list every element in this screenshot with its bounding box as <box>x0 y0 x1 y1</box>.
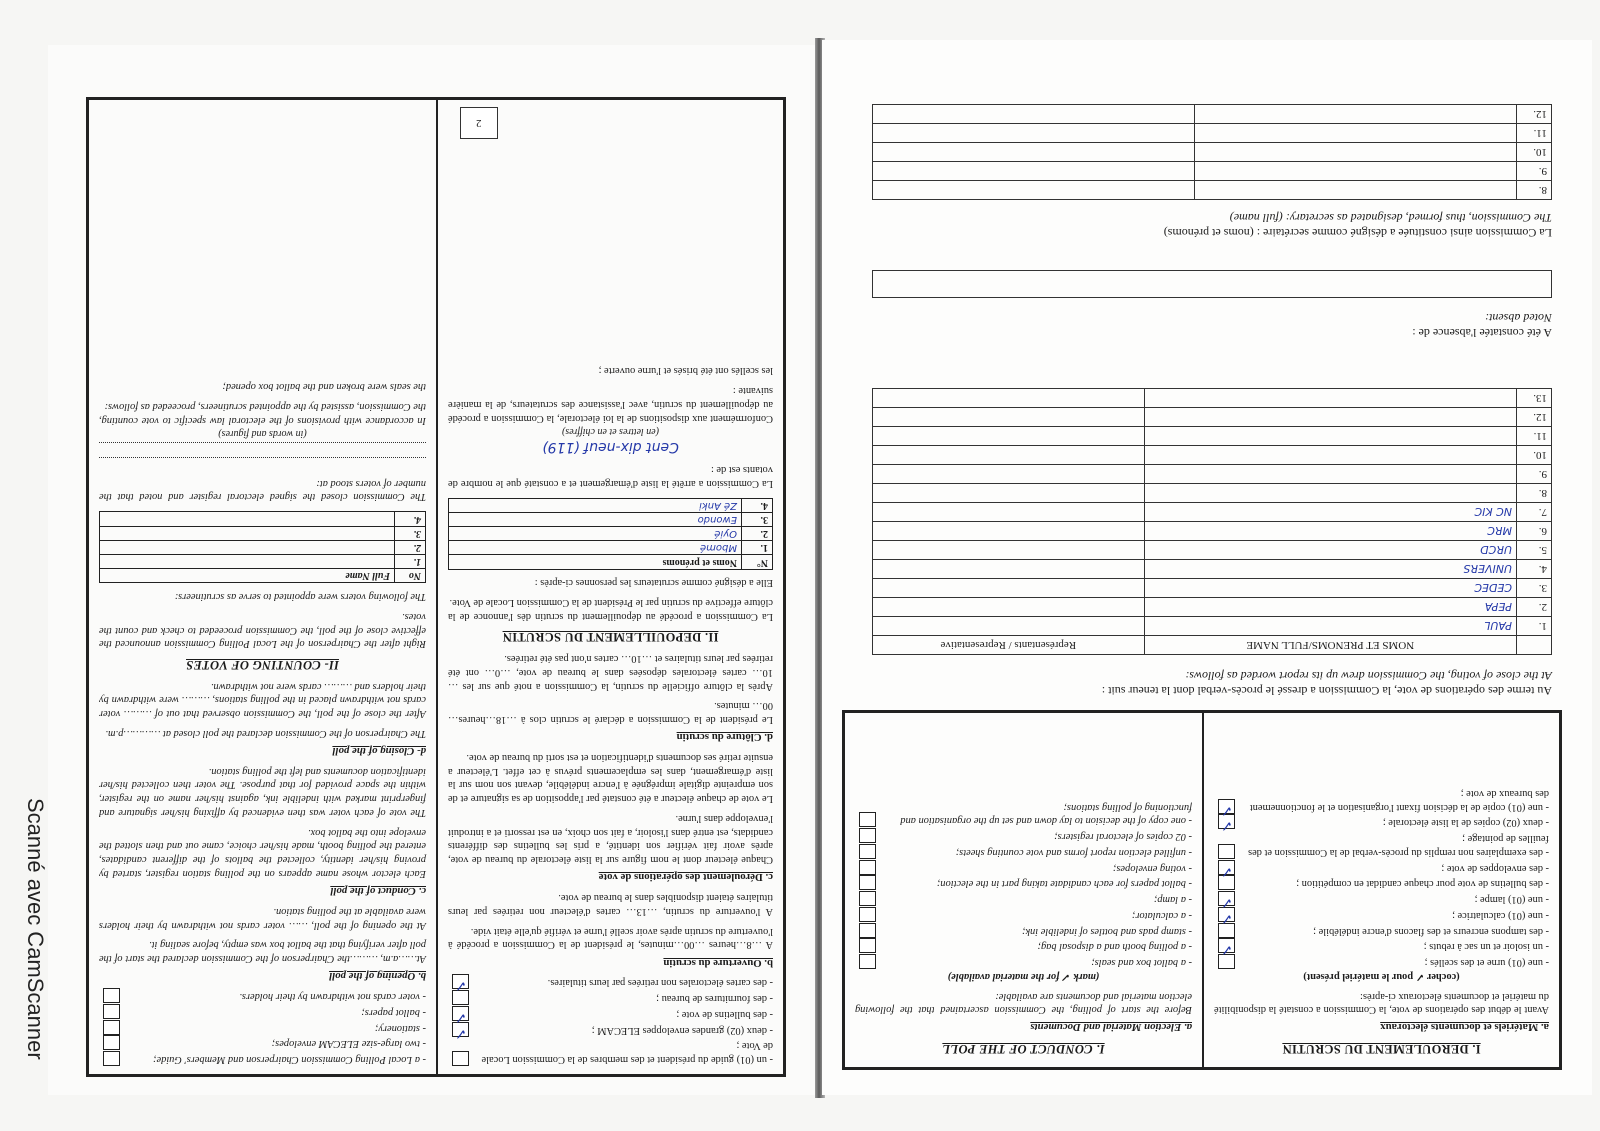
checkbox[interactable] <box>859 844 876 859</box>
representative-party <box>873 389 1145 408</box>
material-item <box>1214 955 1549 969</box>
material-item-label: une (01) urne et des scellés ; <box>1424 957 1543 969</box>
material-item-label: une (01) lampe ; <box>1474 894 1543 906</box>
en-conduct-p1: Each elector whose name appears on the polling station register, started by proving his/her identity, collected the ballots of the different candidates, entered the polling booth, made his/her choice, came out and then slotted the envelope into the ballot box. <box>99 826 426 879</box>
fr-counting-p1: La Commission a procédé au dépouillement du scrutin dès l'annonce de la clôture effective du scrutin par le Président de la Commission Locale de Vote. <box>448 597 773 622</box>
member-row <box>873 143 1552 162</box>
material-item <box>448 1007 773 1021</box>
en-counting-p3: The Commission closed the signed electoral register and noted that the number of voters stood at: <box>99 477 426 503</box>
fr-closing-p2: Après la clôture officielle du scrutin, la Commission a noté que sur les …10… cartes électorales déposées dans le bureau de vote, …0… ont été retirées par leurs titulaires et …10… cartes n'ont pas été retirées. <box>448 653 773 692</box>
material-item <box>855 829 1192 843</box>
representative-name <box>1144 408 1516 427</box>
checkbox[interactable] <box>1218 891 1235 906</box>
scrutineer-row <box>449 541 773 555</box>
material-item <box>855 940 1192 954</box>
member-extra <box>873 181 1195 200</box>
material-item-label: voting envelopes; <box>1112 862 1186 874</box>
fr-voters-handwritten: Cent dix-neuf (119) <box>542 439 679 456</box>
scrutineer-name <box>100 540 395 554</box>
representative-number: 3. <box>1517 579 1552 598</box>
material-item <box>1214 877 1549 891</box>
representative-row <box>873 427 1552 446</box>
representative-party <box>873 560 1145 579</box>
fr-scrut-head-name: Noms et prénoms <box>449 555 742 569</box>
member-number: 10. <box>1517 143 1552 162</box>
fr-closing-title: d. Clôture du scrutin <box>676 731 773 744</box>
en-opening-p1: At……a.m, ………the Chairperson of the Commission declared the start of the poll after verifying that the ballot box was empty, before sealing it. <box>99 939 426 965</box>
material-item <box>99 1005 426 1019</box>
en-scrut-head-name: Full Name <box>100 569 395 583</box>
scrutineer-name <box>100 526 395 540</box>
representative-name: CEDEC <box>1144 579 1516 598</box>
rep-head-name: NOMS ET PRENOMS/FULL NAME <box>1144 636 1516 655</box>
material-item-label: one copy of the decision to lay down and set up the organisation and functioning of polling stations; <box>900 801 1192 827</box>
representative-row <box>873 522 1552 541</box>
representative-name <box>1144 465 1516 484</box>
en-conduct-p2: The vote of each voter was then evidenced by affixing his/her signature and fingerprint marked with indelible ink, against his/her name on the register, within the space provided for that purpose. The voter then collected his/her identification documents and left the polling station. <box>99 765 426 818</box>
scrutineer-row <box>449 512 773 526</box>
fr-closing-p1: Le président de la Commission a déclaré le scrutin clos à …18…heures…00… minutes. <box>448 700 773 726</box>
checkbox[interactable] <box>103 1020 120 1035</box>
checkbox[interactable] <box>859 860 876 875</box>
material-item <box>855 955 1192 969</box>
material-item-label: des enveloppes de vote ; <box>1441 862 1543 874</box>
representative-row <box>873 560 1552 579</box>
en-counting-p4: In accordance with provisions of the electoral law specific to vote counting, the Commission, assisted by the appointed scrutineers, proceeded as follows: <box>99 401 426 426</box>
checkbox[interactable] <box>103 1051 120 1066</box>
representative-number: 12. <box>1517 408 1552 427</box>
en-closing-p1: The Chairperson of the Commission declared the poll closed at …………p.m. <box>105 727 426 739</box>
rp-fr-subtitle: a. Matériels et documents électoraux <box>1380 1021 1549 1034</box>
representative-party <box>873 598 1145 617</box>
material-item-label: ballot papers; <box>361 1006 420 1018</box>
material-item <box>448 1023 773 1037</box>
representative-number: 13. <box>1517 389 1552 408</box>
rp-en-list <box>855 800 1192 969</box>
member-extra <box>873 162 1195 181</box>
en-counting-p2: The following voters were appointed to serve as scrutineers: <box>174 591 426 603</box>
member-number: 11. <box>1517 124 1552 143</box>
material-item-label: stamp pads and bottles of indelible ink; <box>1022 925 1186 937</box>
checkbox[interactable] <box>859 812 876 827</box>
checkbox[interactable] <box>859 923 876 938</box>
right-section-frame <box>842 710 1562 1070</box>
material-item-label: des exemplaires non remplis du procès-verbal de la Commission et des feuilles de pointage ; <box>1248 833 1549 858</box>
representative-party <box>873 522 1145 541</box>
member-name <box>1195 143 1517 162</box>
checkbox[interactable] <box>859 828 876 843</box>
material-item <box>448 991 773 1005</box>
scrutineer-number: 4. <box>395 512 426 526</box>
checkbox[interactable] <box>103 988 120 1003</box>
material-item <box>855 861 1192 875</box>
secretary-block <box>872 104 1552 240</box>
representative-party <box>873 446 1145 465</box>
fr-voters-caption: (en lettres et en chiffres) <box>562 425 660 437</box>
right-page <box>822 40 1592 1095</box>
representative-name <box>1144 389 1516 408</box>
checkbox[interactable] <box>452 1006 469 1021</box>
right-page-content <box>842 60 1562 1070</box>
rp-en-title: I. CONDUCT OF THE POLL <box>942 1042 1105 1056</box>
material-item <box>855 877 1192 891</box>
secretary-en: The Commission, thus formed, designated as secretary: (full name) <box>1229 211 1552 225</box>
member-extra <box>873 124 1195 143</box>
rp-en-note: (mark ✓ for the material available) <box>947 970 1100 982</box>
checkbox[interactable] <box>1218 799 1235 814</box>
representative-party <box>873 541 1145 560</box>
representative-party <box>873 484 1145 503</box>
fr-counting-p3: La Commission a arrêté la liste d'émargement et a constaté que le nombre de votants est de : <box>448 463 773 489</box>
member-number: 8. <box>1517 181 1552 200</box>
closing-fr: Au terme des opérations de vote, la Commission a dressé le procès-verbal dont la teneur suit : <box>1101 684 1552 698</box>
fr-material-list <box>448 976 773 1066</box>
scrutineer-number: 1. <box>742 541 773 555</box>
representative-name: PAUL <box>1144 617 1516 636</box>
fr-conduct-p1: Chaque électeur dont le nom figure sur la liste électorale du bureau de vote, après avoir fait vérifier son identité, a pris les bulletins des différents candidats, est entré dans l'isoloir, a fait son choix, en est ressorti et a introduit l'enveloppe dans l'urne. <box>448 812 773 866</box>
representative-row <box>873 446 1552 465</box>
checkbox[interactable] <box>859 891 876 906</box>
material-item-label: des cartes électorales non retirées par leurs titulaires. <box>547 977 767 989</box>
material-item-label: une (01) calculatrice ; <box>1452 909 1543 921</box>
material-item <box>1214 831 1549 858</box>
en-conduct-title: c. Conduct of the poll <box>330 885 426 898</box>
material-item-label: des bulletins de vote pour chaque candidat en compétition ; <box>1296 878 1543 890</box>
checkbox[interactable] <box>1218 938 1235 953</box>
material-item <box>99 989 426 1003</box>
material-item <box>855 845 1192 859</box>
material-item <box>855 800 1192 827</box>
material-item <box>855 892 1192 906</box>
material-item-label: a Local Polling Commission Chairperson and Members' Guide; <box>153 1054 420 1065</box>
rp-fr-list <box>1214 786 1549 969</box>
fr-opening-p2: A l'ouverture du scrutin, …13… cartes d'électeur non retirées par leurs titulaires étaient disponibles dans le bureau de vote. <box>448 892 773 917</box>
representative-name: MRC <box>1144 522 1516 541</box>
scrutineer-name <box>100 512 395 526</box>
member-name <box>1195 181 1517 200</box>
rp-en-column <box>845 713 1202 1067</box>
representative-party <box>873 503 1145 522</box>
left-page-frame <box>86 97 786 1077</box>
material-item-label: deux (02) copies de la liste électorale ; <box>1382 817 1543 829</box>
scrutineer-row <box>100 526 426 540</box>
scrutineer-row <box>100 512 426 526</box>
scrutineer-name: Ewondo <box>449 512 742 526</box>
checkbox[interactable] <box>859 938 876 953</box>
material-item <box>99 1052 426 1066</box>
representative-name <box>1144 427 1516 446</box>
absence-en: Noted absent: <box>1485 311 1552 325</box>
fr-opening-title: b. Ouverture du scrutin <box>663 956 773 969</box>
representative-name: NC KIC <box>1144 503 1516 522</box>
material-item <box>1214 816 1549 830</box>
en-counting-p1: Right after the Chairperson of the Local Polling Commission announced the effective close of the poll, the Commission proceeded to check and count the votes. <box>99 610 426 650</box>
representative-number: 1. <box>1517 617 1552 636</box>
material-item-label: une (01) copie de la décision fixant l'organisation et le fonctionnement des bureaux de vote ; <box>1249 787 1549 813</box>
material-item-label: a polling booth and a disposal bag; <box>1037 941 1186 953</box>
checkbox[interactable] <box>452 974 469 989</box>
members-table <box>872 104 1552 200</box>
material-item-label: des tampons encreurs et des flacons d'encre indélébile ; <box>1313 925 1543 937</box>
material-item <box>1214 908 1549 922</box>
page-number-text: 2 <box>476 117 482 129</box>
absence-box <box>872 270 1552 298</box>
en-voters-caption: (in words and figures) <box>218 427 307 439</box>
rp-en-intro: Before the start of polling, the Commission ascertained that the following election material and documents are available: <box>855 990 1192 1016</box>
checkbox[interactable] <box>103 1035 120 1050</box>
fr-counting-p4: Conformément aux dispositions de la loi électorale, la Commission a procédé au dépouillement du scrutin, avec l'assistance des scrutateurs, de la manière suivante : <box>448 385 773 424</box>
representative-row <box>873 617 1552 636</box>
en-scrut-head-no: No <box>395 569 426 583</box>
representative-party <box>873 427 1145 446</box>
scrutineer-name: Oyié <box>449 527 742 541</box>
scrutineer-number: 4. <box>742 498 773 512</box>
checkbox[interactable] <box>859 954 876 969</box>
representative-number: 8. <box>1517 484 1552 503</box>
member-row <box>873 105 1552 124</box>
representative-row <box>873 579 1552 598</box>
scrutineer-row <box>449 498 773 512</box>
closing-text <box>852 668 1552 698</box>
material-item-label: deux (02) grandes enveloppes ELECAM ; <box>591 1024 767 1036</box>
scrutineer-number: 2. <box>742 527 773 541</box>
absence-fr: A été constatée l'absence de : <box>1412 326 1552 340</box>
en-opening-title: b. Opening of the poll <box>329 970 426 983</box>
representative-number: 5. <box>1517 541 1552 560</box>
representative-number: 4. <box>1517 560 1552 579</box>
fr-scrutineers-table <box>448 498 773 570</box>
en-closing-title: d- Closing of the poll <box>332 745 426 758</box>
representative-number: 11. <box>1517 427 1552 446</box>
representative-party <box>873 408 1145 427</box>
scrutineer-row <box>449 527 773 541</box>
fr-conduct-title: c. Déroulement des opérations de vote <box>598 871 773 884</box>
representative-number: 2. <box>1517 598 1552 617</box>
representative-name: UNIVERS <box>1144 560 1516 579</box>
scrutineer-name: Mbomé <box>449 541 742 555</box>
representative-party <box>873 617 1145 636</box>
scrutineer-number: 3. <box>395 526 426 540</box>
rp-fr-intro: Avant le début des opérations de vote, la Commission a constaté la disponibilité du matériel et documents électoraux ci-après: <box>1214 990 1549 1016</box>
representative-name: PEPA <box>1144 598 1516 617</box>
en-material-list <box>99 989 426 1066</box>
material-item <box>1214 892 1549 906</box>
fr-counting-p5: les scellés ont été brisés et l'urne ouverte ; <box>598 365 773 377</box>
representative-row <box>873 465 1552 484</box>
material-item-label: un isoloir et un sac à rebuts ; <box>1423 941 1543 953</box>
en-voters-line-2 <box>99 442 426 455</box>
representative-number: 7. <box>1517 503 1552 522</box>
representative-row <box>873 484 1552 503</box>
member-extra <box>873 143 1195 162</box>
material-item <box>855 924 1192 938</box>
representative-row <box>873 408 1552 427</box>
en-voters-line <box>99 457 426 470</box>
material-item-label: des bulletins de vote ; <box>676 1008 767 1020</box>
member-row <box>873 181 1552 200</box>
material-item-label: des fournitures de bureau ; <box>656 993 767 1005</box>
material-item-label: ballot papers for each candidate taking part in the election; <box>936 878 1186 890</box>
rep-head-blank <box>1517 636 1552 655</box>
en-counting-title: II- COUNTING OF VOTES <box>186 657 339 672</box>
material-item-label: a lamp; <box>1153 894 1186 906</box>
fr-conduct-p2: Le vote de chaque électeur a été constaté par l'apposition de sa signature et de son empreinte digitale imprégnée à l'encre indélébile, devant son nom sur la liste d'émargement, dans les emplacements prévus à cet effet. L'électeur a ensuite retiré ses documents d'identification et est sorti du bureau de vote. <box>448 752 773 805</box>
material-item <box>448 976 773 990</box>
fr-opening-p1: A …8…heures …00…minutes, le président de la Commission a procédé à l'ouverture du scrutin après avoir scellé l'urne et vérifié qu'elle était vide. <box>448 925 773 951</box>
member-name <box>1195 105 1517 124</box>
representative-name <box>1144 446 1516 465</box>
material-item-label: a calculator; <box>1131 909 1186 921</box>
rp-fr-note: (cocher ✓ pour le matériel présent) <box>1303 970 1460 982</box>
representative-number: 9. <box>1517 465 1552 484</box>
scrutineer-row <box>100 540 426 554</box>
rp-fr-column <box>1202 713 1559 1067</box>
member-number: 9. <box>1517 162 1552 181</box>
scrutineer-name: Zé Anki <box>449 498 742 512</box>
representative-name <box>1144 484 1516 503</box>
member-number: 12. <box>1517 105 1552 124</box>
representative-number: 10. <box>1517 446 1552 465</box>
scrutineer-number: 1. <box>395 555 426 569</box>
material-item <box>1214 940 1549 954</box>
material-item <box>855 908 1192 922</box>
closing-en: At the close of voting, the Commission drew up its report worded as follows: <box>1185 669 1552 683</box>
fr-counting-p2: Elle a désigné comme scrutateurs les personnes ci-après : <box>534 577 773 589</box>
material-item <box>99 1021 426 1035</box>
secretary-fr: La Commission ainsi constituée a désigné comme secrétaire : (noms et prénoms) <box>1163 226 1552 240</box>
scrutineer-number: 3. <box>742 512 773 526</box>
checkbox[interactable] <box>452 1051 469 1066</box>
representative-row <box>873 541 1552 560</box>
representatives-block <box>872 388 1552 655</box>
material-item-label: voter cards not withdrawn by their holders. <box>239 991 420 1003</box>
absence-block <box>872 270 1552 340</box>
material-item <box>1214 861 1549 875</box>
fr-counting-title: II. DEPOUILLEMENT DU SCRUTIN <box>502 630 719 645</box>
camscanner-text: Scanné avec CamScanner <box>23 798 48 1060</box>
material-item <box>448 1039 773 1066</box>
fr-column <box>436 100 783 1074</box>
member-name <box>1195 124 1517 143</box>
checkbox[interactable] <box>859 875 876 890</box>
scrutineer-number: 2. <box>395 540 426 554</box>
member-row <box>873 162 1552 181</box>
rp-fr-title: I. DEROULEMENT DU SCRUTIN <box>1282 1042 1481 1056</box>
material-item-label: unfilled election report forms and vote counting sheets; <box>955 846 1186 858</box>
representative-number: 6. <box>1517 522 1552 541</box>
en-opening-p2: At the opening of the poll, …… voter cards not withdrawn by their holders were available at the polling station. <box>99 905 426 931</box>
checkbox[interactable] <box>1218 844 1235 859</box>
scrutineer-row <box>100 555 426 569</box>
representative-row <box>873 389 1552 408</box>
material-item-label: un (01) guide du président et des membres de la Commission Locale de Vote ; <box>481 1040 773 1065</box>
en-closing-p2: After the close of the poll, the Commission observed that out of ……… voter cards not withdrawn placed in the polling stations, ……… were withdrawn by their holders and ……… cards were not withdrawn. <box>99 680 426 720</box>
scrutineer-name <box>100 555 395 569</box>
material-item-label: a ballot box and seals; <box>1091 957 1186 969</box>
material-item <box>1214 924 1549 938</box>
checkbox[interactable] <box>859 907 876 922</box>
member-extra <box>873 105 1195 124</box>
representative-row <box>873 503 1552 522</box>
material-item-label: 02 copies of electoral registers; <box>1054 831 1186 843</box>
representative-name: URCD <box>1144 541 1516 560</box>
checkbox[interactable] <box>103 1004 120 1019</box>
material-item <box>1214 786 1549 813</box>
representative-party <box>873 465 1145 484</box>
en-counting-p5: the seals were broken and the ballot box opened; <box>222 381 426 393</box>
material-item <box>99 1037 426 1051</box>
checkbox[interactable] <box>1218 860 1235 875</box>
material-item-label: stationery; <box>374 1022 420 1034</box>
fr-scrut-head-no: N° <box>742 555 773 569</box>
rp-en-subtitle: a. Election Material and Documents <box>1030 1021 1192 1034</box>
camscanner-watermark <box>20 798 48 1090</box>
representatives-table <box>872 388 1552 655</box>
member-row <box>873 124 1552 143</box>
en-column <box>89 100 436 1074</box>
rep-head-representative: Représentants / Representative <box>873 636 1145 655</box>
material-item-label: two large-size ELECAM envelopes; <box>271 1038 420 1050</box>
en-scrutineers-table <box>99 511 426 583</box>
representative-row <box>873 598 1552 617</box>
representative-party <box>873 579 1145 598</box>
left-page <box>48 45 818 1095</box>
member-name <box>1195 162 1517 181</box>
